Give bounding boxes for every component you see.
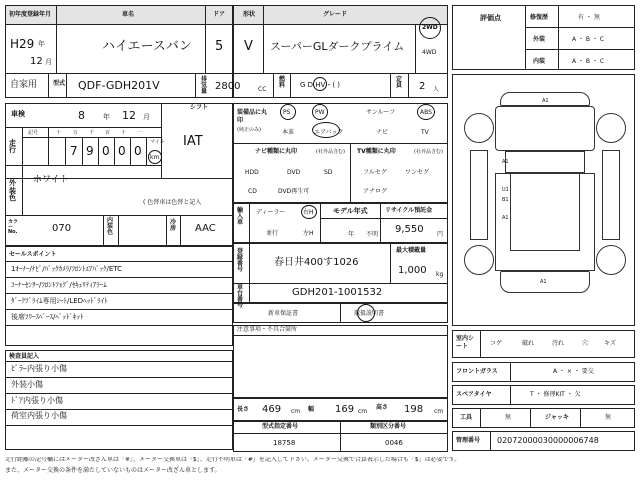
mile-unit: マイル (150, 139, 165, 145)
damage-code: U1 (502, 187, 509, 193)
color-no-value: 070 (52, 223, 72, 234)
color-value: ホワイト (33, 175, 69, 185)
shape-label: 形状 (243, 11, 256, 18)
ac-label: 冷房 (170, 219, 177, 232)
import-right: 右H (303, 209, 314, 216)
inspector-line: ﾄﾞｱ内張り小傷 (11, 396, 63, 405)
inspector-line: ﾋﾟﾗｰ内張り小傷 (11, 364, 67, 373)
eval-label: 評価点 (480, 14, 501, 22)
jack-value: 無 (605, 414, 612, 421)
sales-points-title: セールスポイント (9, 251, 57, 258)
length-unit: cm (291, 408, 301, 415)
door-count: 5 (215, 39, 224, 54)
jack-label: ジャッキ (545, 414, 569, 421)
tv-oneseg: ワンセグ (405, 169, 430, 176)
unit-ichi: 一 (137, 130, 143, 136)
inspection-year: 8 (78, 109, 85, 122)
equip-airbag: エアバック (314, 129, 344, 136)
interior-label: 内装色 (107, 217, 114, 236)
new-warranty: 新車保証書 (268, 310, 299, 317)
seat-hole: 穴 (582, 340, 589, 347)
reg-month: 12 (30, 56, 43, 67)
exterior-value: A ・ B ・ C (572, 36, 605, 43)
ac-value: AAC (195, 223, 216, 234)
color-no-label: カラーNo. (8, 219, 19, 235)
unit-sen: 千 (89, 130, 95, 136)
seat-scratch: キズ (604, 340, 616, 347)
shape-value: V (244, 39, 253, 54)
km-unit: km (150, 154, 160, 161)
import-left: 左H (303, 230, 314, 237)
inspection-month: 12 (122, 109, 136, 122)
exterior-label: 外装 (533, 36, 546, 43)
capacity-unit: 人 (433, 86, 440, 93)
sales-line: 後席ﾌﾘｰｽﾍﾟｰｽ/ﾍﾞｯﾄﾞｷｯﾄ (11, 313, 84, 321)
equip-ps: PS (283, 109, 291, 116)
import-parallel: 並行 (266, 230, 279, 237)
manual: 取扱説明書 (354, 310, 385, 317)
class-label: 類別区分番号 (370, 423, 407, 430)
footer-line-1: 走行距離の記号欄にはメーター改ざん車は「※」、メーター交換車は「$」、走行不明車は「#」を記入して下さい。メーター交換で合算表示した場合も「$」は必要です。 (5, 457, 461, 463)
shift-label: シフト (190, 104, 209, 111)
fuel-label: 燃料 (279, 76, 286, 89)
color-label: 外装色 (9, 179, 16, 203)
footer-line-2: また、メーター交換の条件を満たしていないものはメーター改ざん車とします。 (5, 467, 221, 474)
cc-unit: CC (258, 86, 267, 93)
nav-cd: CD (248, 188, 257, 195)
sales-line: 1ｵｰﾅｰ/ﾅﾋﾞ/ﾊﾞｯｸｶﾒﾗ/ﾌﾛﾝﾄｴｱﾊﾞｯｸ/ETC (11, 265, 123, 273)
model-code: QDF-GDH201V (78, 79, 160, 92)
mgmt-label: 管理番号 (456, 437, 481, 444)
digit-man: 7 (70, 144, 78, 158)
recycle-unit: 円 (437, 231, 444, 238)
max-load-value: 1,000 (398, 265, 427, 276)
nav-hdd: HDD (245, 169, 259, 176)
damage-code: A1 (502, 159, 509, 165)
chassis-label: 車台番号 (237, 284, 244, 309)
car-windshield (505, 151, 585, 173)
tv-sub: (社外品含む) (414, 149, 443, 155)
max-load-unit: kg (436, 271, 444, 278)
glass-label: フロントガラス (456, 368, 498, 375)
recycle-value: 9,550 (395, 224, 424, 235)
width-unit: cm (358, 408, 368, 415)
height-value: 198 (404, 404, 424, 415)
unit-juu: 十 (121, 130, 127, 136)
wheel-rear-left (464, 245, 494, 275)
digit-ichi: 0 (134, 144, 142, 158)
reg-era: H29 (10, 37, 35, 51)
equip-tv: TV (421, 129, 429, 136)
reg-month-suffix: 月 (45, 58, 52, 66)
defect-title: 注意事項・不具合箇所 (237, 326, 298, 333)
type-value: 18758 (273, 439, 296, 447)
digit-juu: 0 (118, 144, 126, 158)
tv-title: TV種類に丸印 (357, 148, 396, 155)
glass-value: A ・ × ・ 要交 (553, 368, 594, 375)
plate-value: 春日井400す1026 (274, 257, 359, 268)
nav-dvd: DVD (287, 169, 301, 176)
car-name-label: 車名 (122, 11, 135, 18)
import-dealer: ディーラー (256, 209, 286, 216)
nav-dvd-play: DVD再生可 (278, 188, 310, 195)
damage-code: A1 (502, 215, 509, 221)
nav-sub: (社外品含む) (316, 149, 345, 155)
car-side-left (470, 150, 488, 240)
shift-value: IAT (183, 134, 203, 149)
grade-label: グレード (323, 11, 348, 18)
car-side-right (602, 150, 620, 240)
tools-label: 工具 (460, 414, 473, 421)
reg-label: 初年度登録年月 (9, 11, 52, 18)
tv-fullseg: フルセグ (363, 169, 387, 176)
plate-label: 登録番号 (237, 248, 244, 273)
wheel-front-right (596, 113, 626, 143)
mileage-memo-label: 記号 (28, 130, 39, 136)
seat-tear: 破れ (522, 340, 535, 347)
model-year-unit: 年 (348, 231, 355, 238)
displacement: 2800 (215, 81, 241, 92)
mgmt-value: 02072000030000006748 (497, 436, 599, 445)
equip-navi: ナビ (376, 129, 389, 136)
inspection-month-unit: 月 (143, 113, 150, 121)
equip-abs: ABS (420, 109, 432, 116)
nav-title: ナビ種類に丸印 (255, 148, 298, 155)
model-label: 型式 (53, 80, 66, 87)
car-name: ハイエースバン (102, 39, 192, 54)
damage-code: A1 (540, 279, 547, 285)
width-value: 169 (335, 404, 355, 415)
inspector-line: 外装小傷 (11, 380, 43, 389)
inspection-label: 車検 (11, 110, 25, 118)
chassis-value: GDH201-1001532 (292, 287, 383, 298)
equip-pw: PW (315, 109, 325, 116)
damage-code: B1 (502, 197, 509, 203)
equip-leather: 本革 (282, 129, 295, 136)
capacity-label: 定員 (396, 76, 403, 89)
repair-value: 有 ・ 無 (578, 14, 600, 21)
equipment-title: 装備品に丸印 (237, 109, 268, 124)
width-label: 幅 (308, 406, 315, 413)
fuel-value: G D HV・( ) (300, 81, 341, 89)
interior-eval-value: A ・ B ・ C (572, 58, 605, 65)
type-label: 型式指定番号 (262, 423, 299, 430)
seat-stain: 汚れ (552, 340, 565, 347)
import-label: 輸入車 (237, 207, 244, 226)
sales-line: ｺｰﾅｰｾﾝｻｰ/ﾌﾛﾝﾄﾌｫｸﾞ/ｾｷｭﾘﾃｨｱﾗｰﾑ (11, 281, 107, 289)
door-label: ドア (213, 11, 225, 18)
tv-analog: アナログ (363, 188, 388, 195)
reg-year-suffix: 年 (38, 40, 45, 48)
drive-2wd: 2WD (422, 24, 438, 31)
seat-burn: コゲ (490, 340, 503, 347)
interior-eval-label: 内装 (533, 58, 546, 65)
unit-hyaku: 百 (105, 130, 111, 136)
nav-sd: SD (324, 169, 333, 176)
capacity: 2 (419, 81, 426, 92)
wheel-front-left (464, 113, 494, 143)
seat-label: 室内シート (456, 335, 475, 350)
recycle-label: リサイクル預託金 (385, 207, 433, 214)
digit-sen: 9 (86, 144, 94, 158)
class-value: 0046 (385, 439, 403, 447)
car-body (495, 173, 595, 271)
grade-value: スーパーGLダークプライム (270, 40, 405, 53)
digit-hyaku: 0 (102, 144, 110, 158)
model-year-unknown: 不明 (366, 231, 379, 238)
displacement-label: 排気量 (201, 76, 208, 95)
car-hood (495, 106, 595, 151)
tools-value: 無 (505, 414, 512, 421)
max-load-label: 最大積載量 (396, 247, 427, 254)
sales-line: ﾀﾞｰｸﾌﾟﾗｲﾑ専用ｼｰﾄ/LEDﾍｯﾄﾞﾗｲﾄ (11, 297, 108, 305)
spare-value: T ・ 修理KIT ・ 欠 (530, 391, 581, 398)
height-unit: cm (434, 408, 444, 415)
unit-10man: 十 (56, 130, 62, 136)
spare-label: スペアタイヤ (456, 391, 492, 398)
usage: 自家用 (10, 80, 38, 90)
model-year-label: モデル年式 (333, 207, 368, 215)
mileage-label: 走行 (9, 139, 16, 154)
inspection-year-unit: 年 (103, 113, 110, 121)
wheel-rear-right (596, 245, 626, 275)
length-label: 長さ (237, 406, 250, 413)
damage-code: A1 (542, 98, 549, 104)
height-label: 高さ (376, 404, 389, 411)
equip-sunroof: サンルーフ (366, 109, 396, 116)
equipment-sub: (純正のみ) (237, 127, 261, 133)
length-value: 469 (262, 404, 282, 415)
unit-man: 万 (73, 130, 79, 136)
inspector-line: 荷室内張り小傷 (11, 411, 67, 420)
repair-label: 修復歴 (530, 14, 549, 21)
drive-4wd: 4WD (422, 49, 437, 56)
inspector-title: 検査員記入 (9, 353, 40, 360)
color-note: ( 色替車は色替と記入 (143, 199, 202, 206)
